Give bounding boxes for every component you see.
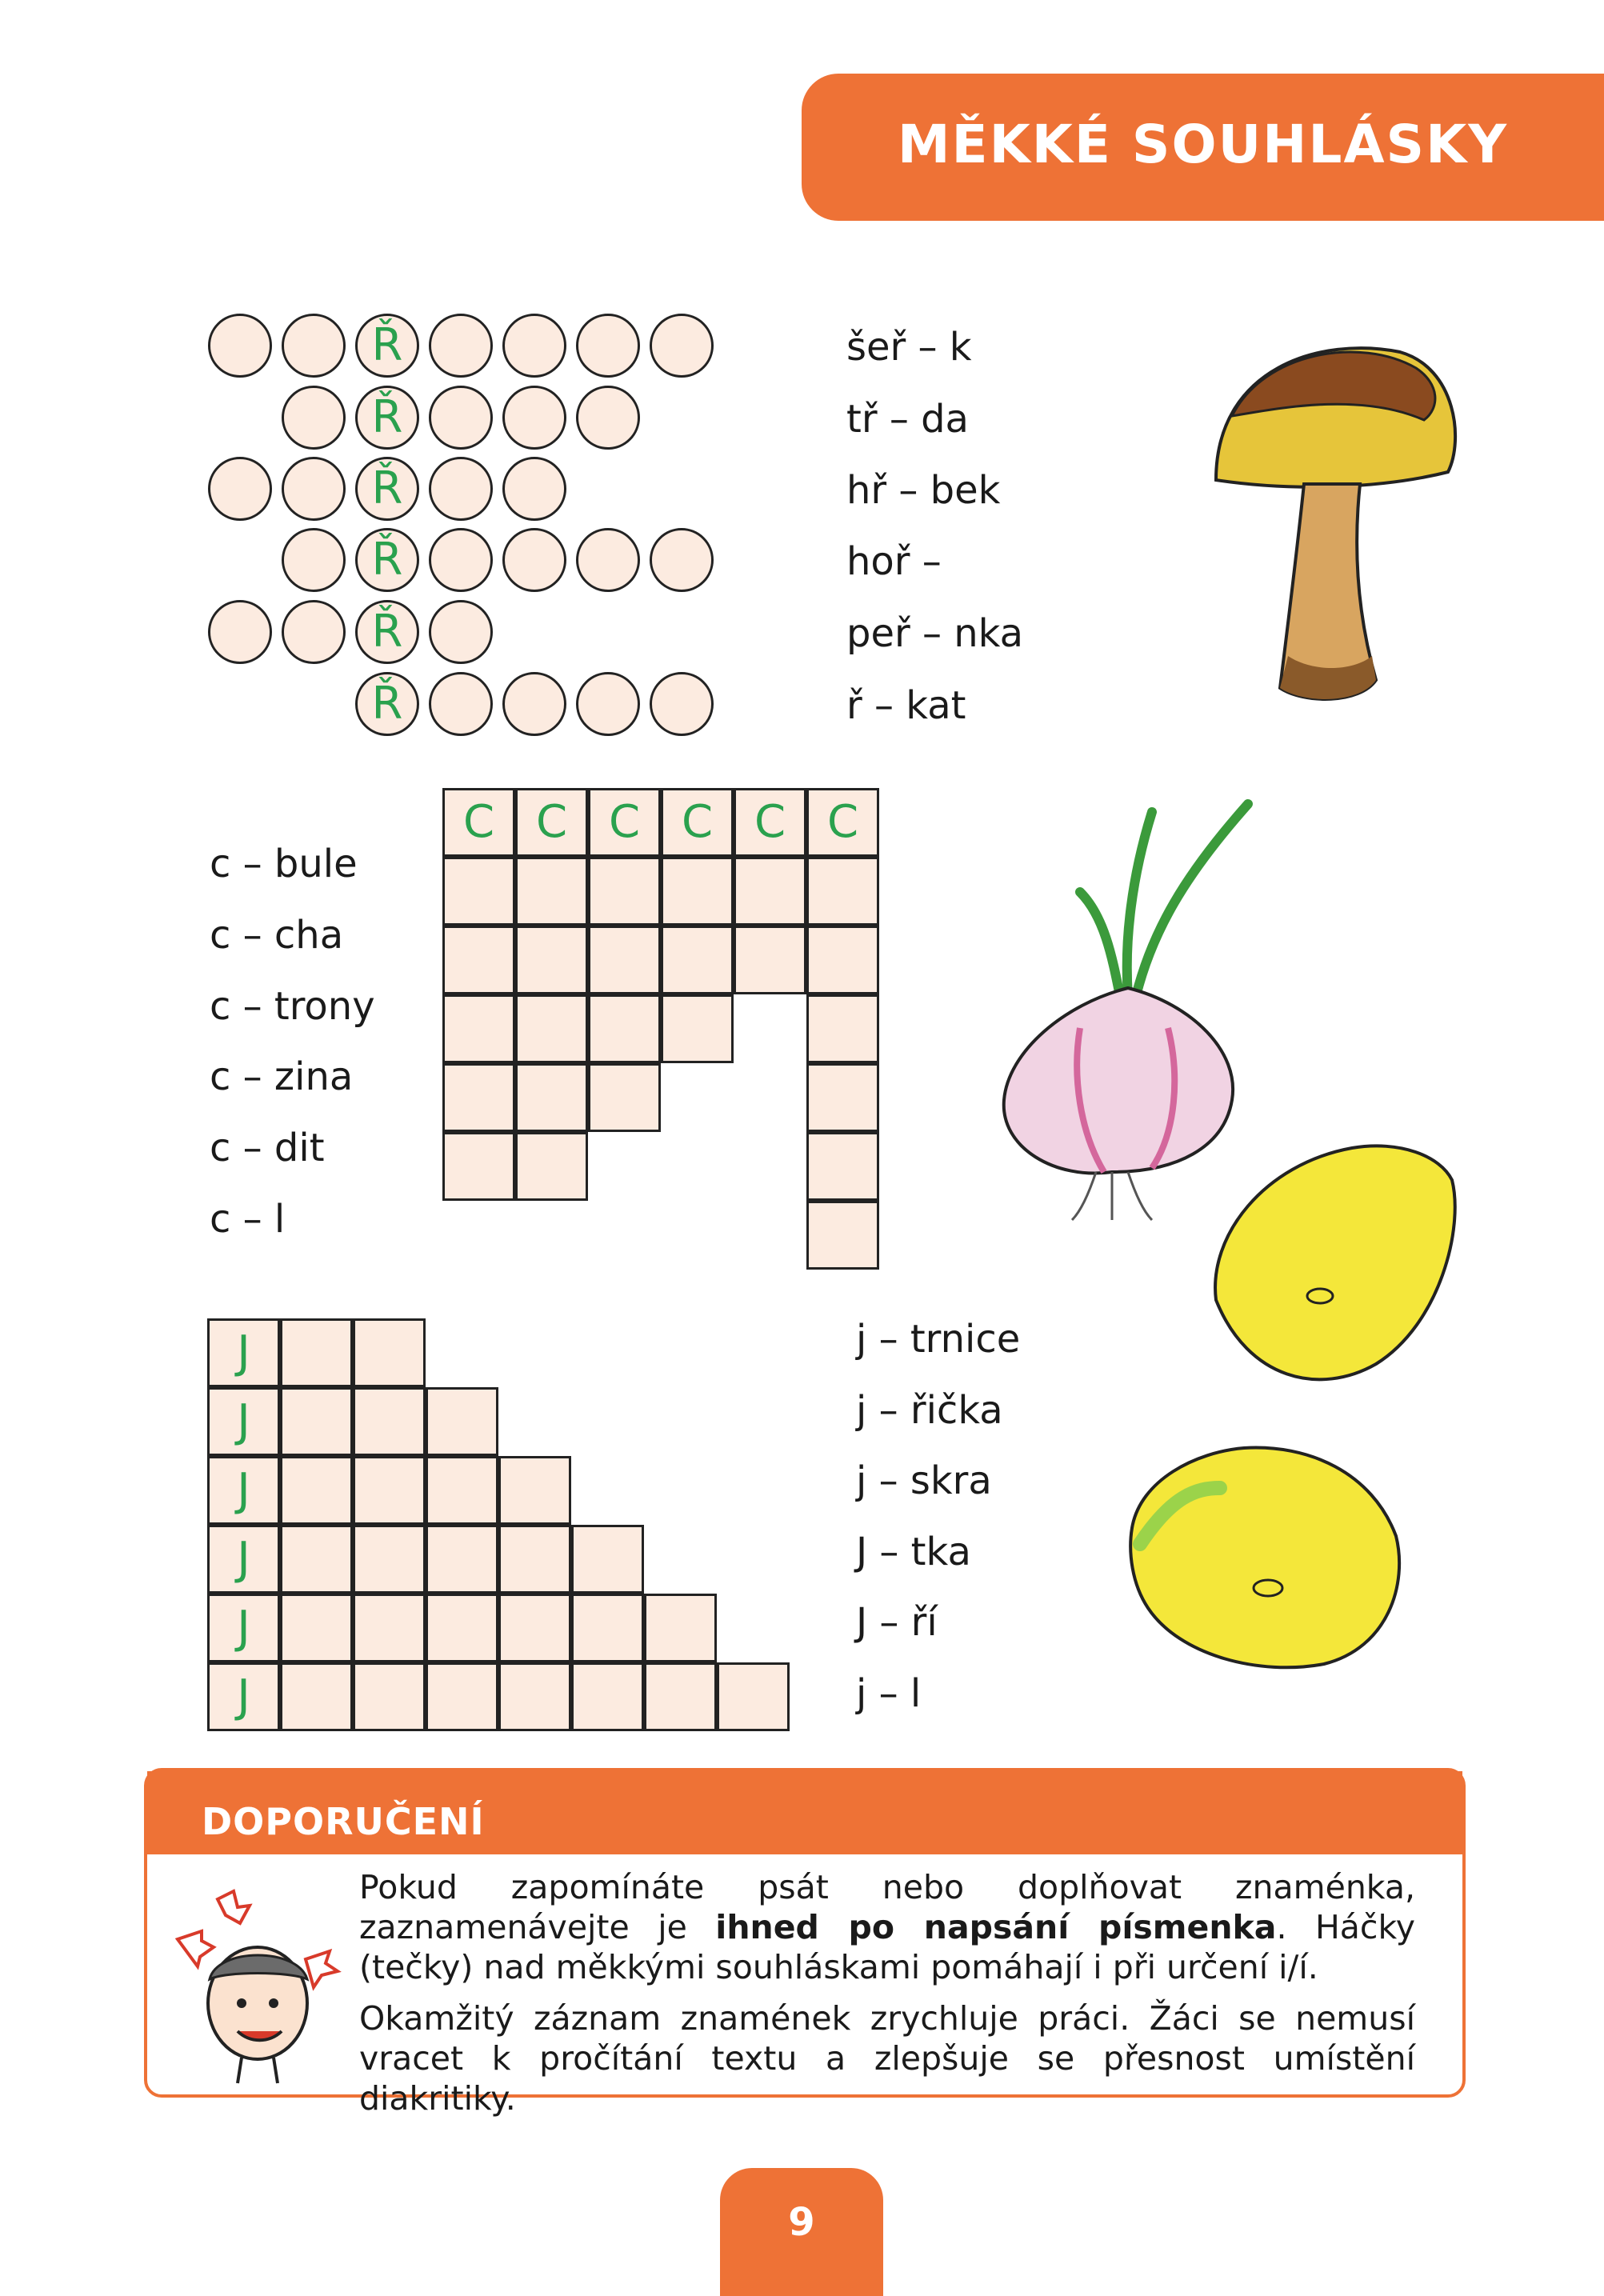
circle-cell-r[interactable] bbox=[355, 457, 419, 521]
grid-cell[interactable] bbox=[426, 1662, 498, 1731]
circle-cell-r[interactable] bbox=[355, 528, 419, 592]
grid-cell[interactable] bbox=[498, 1456, 571, 1525]
given-letter: J bbox=[237, 1533, 250, 1585]
tip-text bbox=[359, 1867, 1415, 2130]
word-clue: j – l bbox=[856, 1671, 922, 1716]
grid-cell[interactable] bbox=[442, 994, 515, 1063]
tip-paragraph bbox=[359, 1867, 1415, 1987]
circle-cell[interactable] bbox=[502, 528, 566, 592]
grid-cell-j[interactable] bbox=[207, 1387, 280, 1456]
circle-cell[interactable] bbox=[282, 528, 346, 592]
grid-cell[interactable] bbox=[353, 1456, 426, 1525]
word-clue: peř – nka bbox=[846, 611, 1024, 656]
grid-cell[interactable] bbox=[426, 1594, 498, 1662]
grid-cell[interactable] bbox=[280, 1525, 353, 1594]
grid-cell[interactable] bbox=[661, 994, 734, 1063]
circle-cell[interactable] bbox=[282, 314, 346, 378]
grid-cell[interactable] bbox=[280, 1594, 353, 1662]
word-clue: tř – da bbox=[846, 397, 969, 442]
grid-cell[interactable] bbox=[644, 1662, 717, 1731]
grid-cell[interactable] bbox=[280, 1456, 353, 1525]
grid-cell[interactable] bbox=[806, 1201, 879, 1270]
word-clue: hoř – bbox=[846, 539, 942, 584]
circle-cell[interactable] bbox=[429, 528, 493, 592]
circle-cell[interactable] bbox=[282, 386, 346, 450]
grid-cell-j[interactable] bbox=[207, 1456, 280, 1525]
grid-cell-c[interactable] bbox=[515, 788, 588, 857]
grid-cell[interactable] bbox=[498, 1525, 571, 1594]
circle-cell[interactable] bbox=[208, 600, 272, 664]
circle-cell-r[interactable] bbox=[355, 386, 419, 450]
word-clue: c – l bbox=[210, 1197, 286, 1242]
given-letter: C bbox=[754, 796, 786, 848]
grid-cell[interactable] bbox=[280, 1662, 353, 1731]
grid-cell-c[interactable] bbox=[661, 788, 734, 857]
grid-cell[interactable] bbox=[588, 1063, 661, 1132]
grid-cell[interactable] bbox=[717, 1662, 790, 1731]
circle-cell[interactable] bbox=[429, 600, 493, 664]
grid-cell-c[interactable] bbox=[588, 788, 661, 857]
given-letter: C bbox=[826, 796, 859, 848]
circle-cell[interactable] bbox=[429, 457, 493, 521]
grid-cell[interactable] bbox=[515, 1132, 588, 1201]
circle-cell[interactable] bbox=[502, 386, 566, 450]
word-clue: c – bule bbox=[210, 842, 358, 886]
given-letter: J bbox=[237, 1464, 250, 1516]
circle-cell[interactable] bbox=[502, 672, 566, 736]
grid-cell[interactable] bbox=[442, 926, 515, 994]
given-letter: Ř bbox=[371, 391, 403, 443]
word-clue: hř – bek bbox=[846, 468, 1001, 513]
grid-cell[interactable] bbox=[806, 857, 879, 926]
circle-cell[interactable] bbox=[429, 386, 493, 450]
grid-cell[interactable] bbox=[806, 994, 879, 1063]
grid-cell[interactable] bbox=[426, 1525, 498, 1594]
tip-text-bold: ihned po napsání písmenka bbox=[715, 1908, 1277, 1946]
circle-cell[interactable] bbox=[502, 457, 566, 521]
word-clue: j – skra bbox=[856, 1458, 992, 1503]
grid-cell[interactable] bbox=[515, 1063, 588, 1132]
header-banner bbox=[802, 74, 1604, 221]
given-letter: J bbox=[237, 1395, 250, 1447]
grid-cell[interactable] bbox=[806, 1132, 879, 1201]
page-number: 9 bbox=[788, 2200, 815, 2245]
page-number-tab bbox=[720, 2168, 883, 2296]
grid-cell-c[interactable] bbox=[734, 788, 806, 857]
tip-title: DOPORUČENÍ bbox=[202, 1800, 485, 1843]
tip-text-part: Pokud zapomínáte psát nebo doplňovat znaménka, zaznamenávejte je bbox=[359, 1868, 1415, 1946]
grid-cell[interactable] bbox=[661, 926, 734, 994]
circle-cell[interactable] bbox=[208, 457, 272, 521]
grid-cell[interactable] bbox=[442, 1132, 515, 1201]
given-letter: C bbox=[462, 796, 495, 848]
given-letter: J bbox=[237, 1326, 250, 1378]
tip-box bbox=[144, 1768, 1466, 2118]
grid-cell-j[interactable] bbox=[207, 1662, 280, 1731]
grid-cell[interactable] bbox=[353, 1318, 426, 1387]
circle-cell[interactable] bbox=[650, 672, 714, 736]
grid-cell[interactable] bbox=[353, 1662, 426, 1731]
given-letter: J bbox=[237, 1670, 250, 1722]
grid-cell-c[interactable] bbox=[806, 788, 879, 857]
word-clue: c – dit bbox=[210, 1126, 325, 1170]
circle-cell[interactable] bbox=[576, 314, 640, 378]
grid-cell[interactable] bbox=[353, 1525, 426, 1594]
mushroom-illustration bbox=[1200, 320, 1472, 720]
grid-cell[interactable] bbox=[442, 857, 515, 926]
grid-cell[interactable] bbox=[734, 926, 806, 994]
grid-cell[interactable] bbox=[588, 926, 661, 994]
lemon-illustration bbox=[1124, 1440, 1412, 1680]
tip-paragraph: Okamžitý záznam znamének zrychluje práci. Žáci se nemusí vracet k pročítání textu a zlepšuje se přesnost umístění diakritiky. bbox=[359, 1999, 1415, 2118]
grid-cell[interactable] bbox=[515, 994, 588, 1063]
circle-cell-r[interactable] bbox=[355, 672, 419, 736]
given-letter: Ř bbox=[371, 462, 403, 514]
grid-cell-j[interactable] bbox=[207, 1525, 280, 1594]
grid-cell[interactable] bbox=[498, 1662, 571, 1731]
word-clue: j – řička bbox=[856, 1388, 1003, 1433]
grid-cell[interactable] bbox=[734, 857, 806, 926]
word-clue: J – tka bbox=[856, 1530, 971, 1574]
grid-cell-j[interactable] bbox=[207, 1594, 280, 1662]
word-clue: šeř – k bbox=[846, 325, 972, 370]
grid-cell[interactable] bbox=[571, 1662, 644, 1731]
grid-cell[interactable] bbox=[588, 994, 661, 1063]
circle-cell[interactable] bbox=[282, 457, 346, 521]
given-letter: C bbox=[681, 796, 714, 848]
grid-cell[interactable] bbox=[353, 1387, 426, 1456]
circle-cell-r[interactable] bbox=[355, 314, 419, 378]
tip-text-part: . Háčky (tečky) nad měkkými souhláskami pomáhají i při určení i/í. bbox=[359, 1908, 1415, 1986]
grid-cell[interactable] bbox=[426, 1387, 498, 1456]
grid-cell[interactable] bbox=[515, 926, 588, 994]
given-letter: Ř bbox=[371, 606, 403, 658]
grid-cell-j[interactable] bbox=[207, 1318, 280, 1387]
circle-cell[interactable] bbox=[576, 386, 640, 450]
word-clue: ř – kat bbox=[846, 683, 966, 728]
grid-cell[interactable] bbox=[806, 1063, 879, 1132]
circle-cell[interactable] bbox=[650, 314, 714, 378]
lemon-illustration bbox=[1200, 1132, 1464, 1396]
page-title: MĚKKÉ SOUHLÁSKY bbox=[897, 114, 1508, 175]
grid-cell[interactable] bbox=[515, 857, 588, 926]
circle-cell[interactable] bbox=[429, 672, 493, 736]
grid-cell[interactable] bbox=[426, 1456, 498, 1525]
word-clue: c – trony bbox=[210, 984, 375, 1029]
given-letter: C bbox=[608, 796, 641, 848]
given-letter: C bbox=[535, 796, 568, 848]
grid-cell[interactable] bbox=[571, 1594, 644, 1662]
given-letter: Ř bbox=[371, 534, 403, 586]
grid-cell[interactable] bbox=[806, 926, 879, 994]
circle-cell[interactable] bbox=[502, 314, 566, 378]
circle-cell[interactable] bbox=[650, 528, 714, 592]
circle-cell[interactable] bbox=[576, 528, 640, 592]
word-clue: j – trnice bbox=[856, 1317, 1021, 1362]
grid-cell[interactable] bbox=[353, 1594, 426, 1662]
grid-cell[interactable] bbox=[571, 1525, 644, 1594]
given-letter: Ř bbox=[371, 678, 403, 730]
circle-cell[interactable] bbox=[282, 600, 346, 664]
given-letter: Ř bbox=[371, 319, 403, 371]
word-clue: c – zina bbox=[210, 1054, 354, 1099]
word-clue: J – ří bbox=[856, 1600, 938, 1645]
tip-header bbox=[147, 1771, 1462, 1854]
circle-cell[interactable] bbox=[208, 314, 272, 378]
circle-cell-r[interactable] bbox=[355, 600, 419, 664]
grid-cell[interactable] bbox=[661, 857, 734, 926]
grid-cell[interactable] bbox=[280, 1318, 353, 1387]
grid-cell[interactable] bbox=[644, 1594, 717, 1662]
grid-cell[interactable] bbox=[498, 1594, 571, 1662]
grid-cell[interactable] bbox=[588, 857, 661, 926]
grid-cell[interactable] bbox=[280, 1387, 353, 1456]
circle-cell[interactable] bbox=[576, 672, 640, 736]
given-letter: J bbox=[237, 1602, 250, 1654]
grid-cell-c[interactable] bbox=[442, 788, 515, 857]
grid-cell[interactable] bbox=[442, 1063, 515, 1132]
circle-cell[interactable] bbox=[429, 314, 493, 378]
word-clue: c – cha bbox=[210, 913, 344, 958]
thinking-boy-icon bbox=[170, 1883, 346, 2091]
